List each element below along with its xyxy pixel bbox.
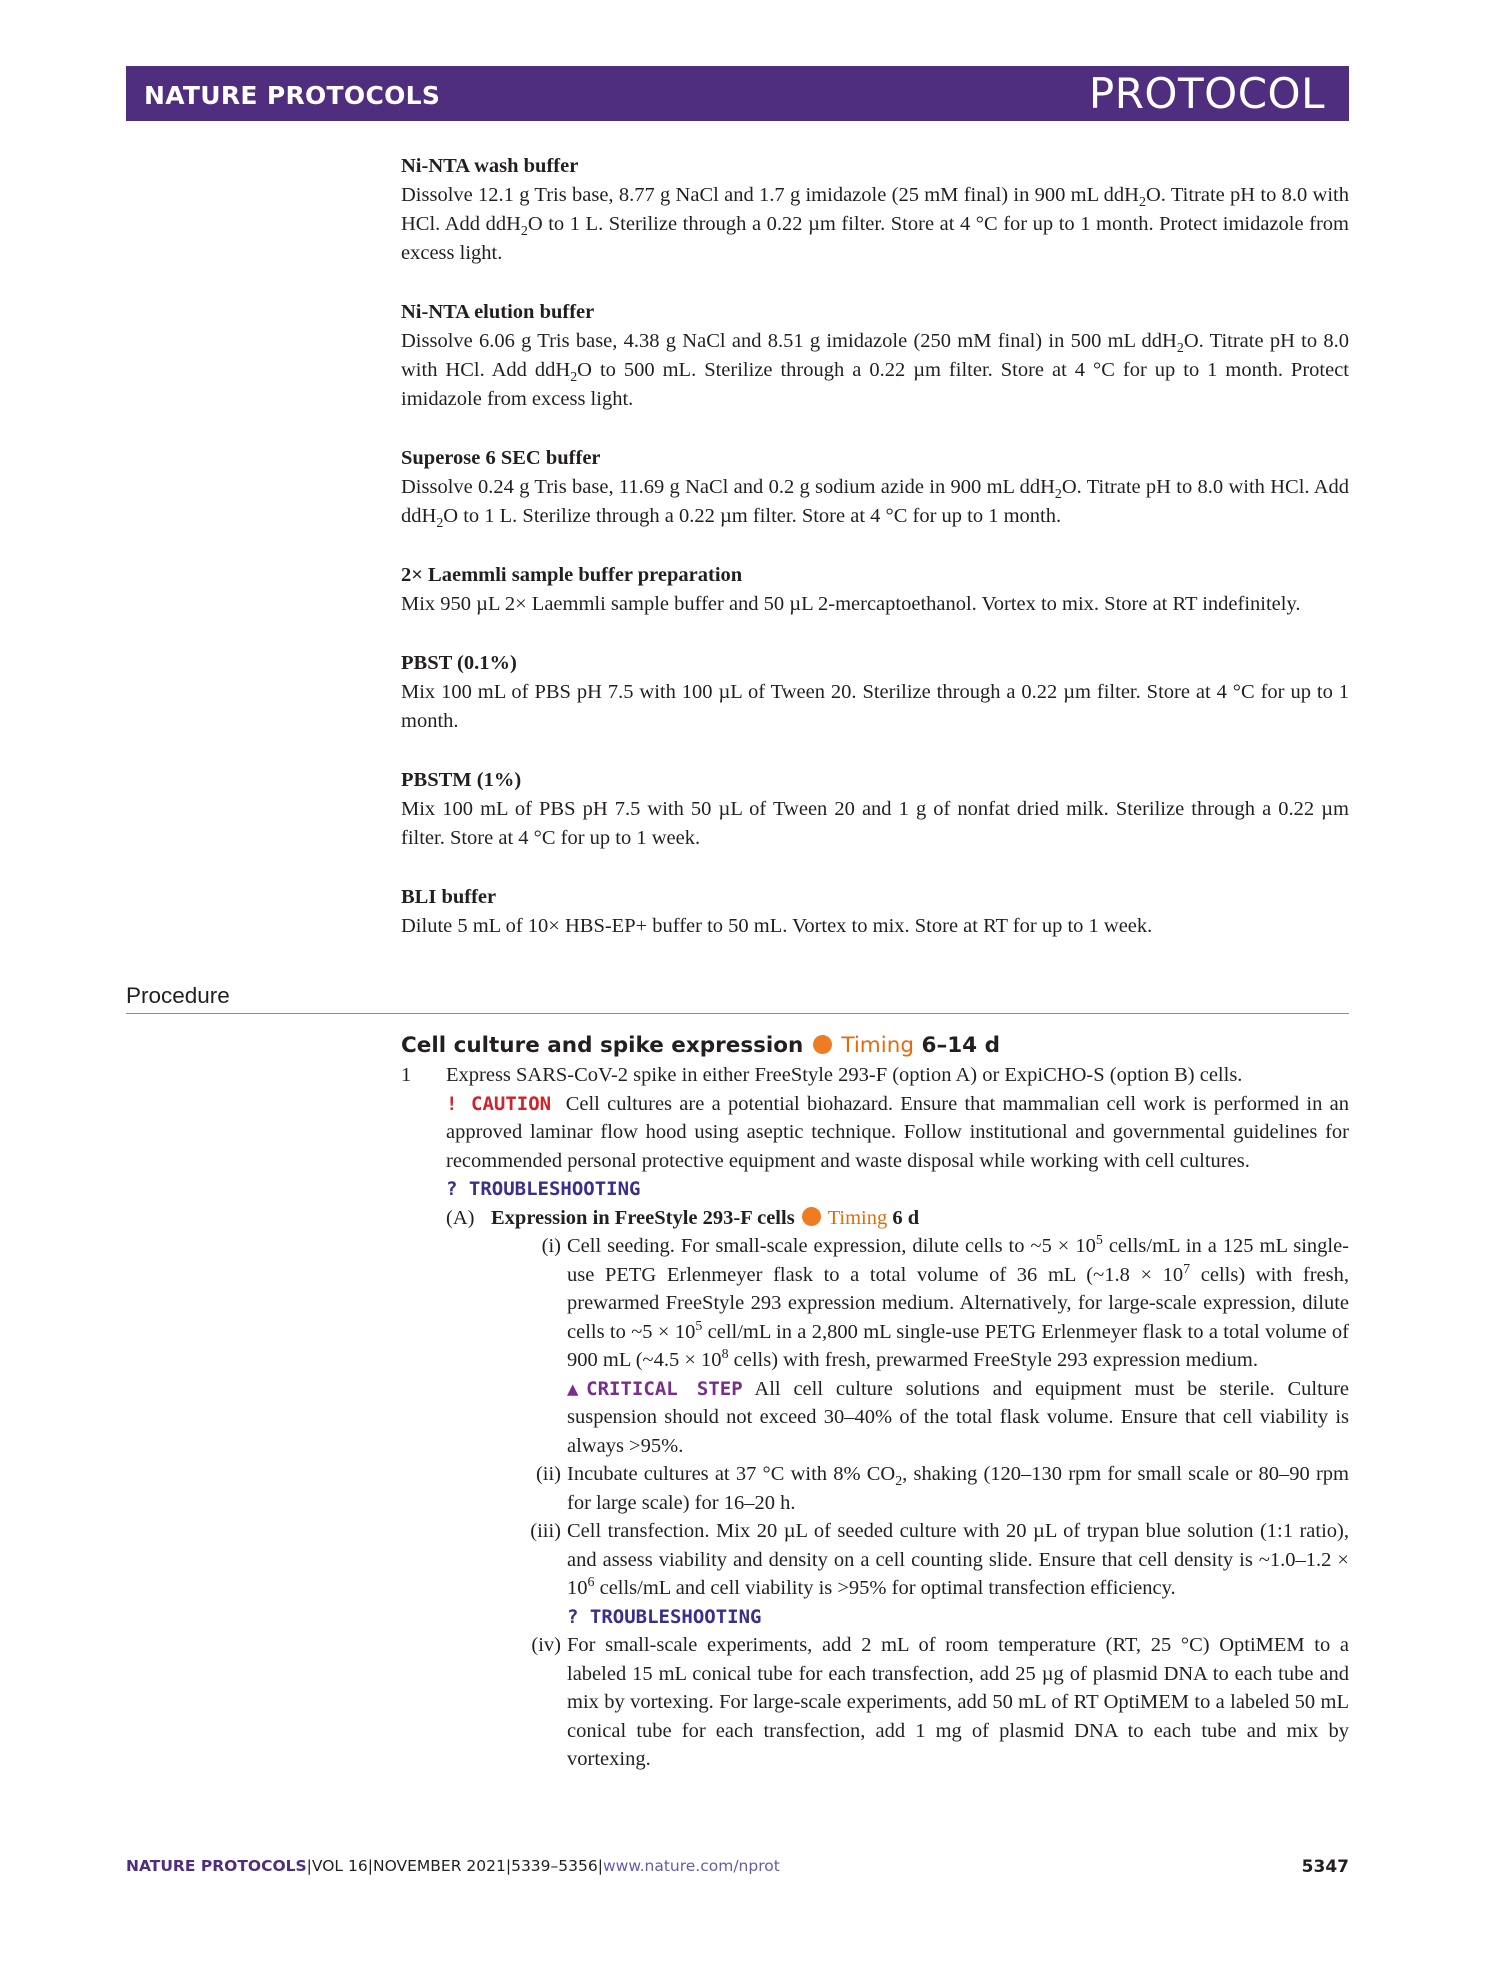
substep (491, 1631, 1349, 1774)
substep-text: Incubate cultures at 37 °C with 8% $CO_2$, shaking (120–130 rpm for small scale or 80–90 rpm for large scale) for 16–20 h. (567, 1463, 1349, 1514)
reagent-title: BLI buffer (401, 886, 497, 908)
reagent-body: Dilute 5 mL of 10× HBS-EP+ buffer to 50 mL. Vortex to mix. Store at RT for up to 1 week. (401, 915, 1153, 937)
reagent-entry (401, 444, 1349, 531)
timing-label: Timing (841, 1033, 914, 1058)
step-text: Express SARS-CoV-2 spike in either FreeStyle 293-F (option A) or ExpiCHO-S (option B) cells. (446, 1064, 1243, 1086)
option-a (446, 1204, 1349, 1774)
footer-separator: | (597, 1857, 603, 1875)
reagent-entry (401, 883, 1349, 941)
substep-number: (iii) (530, 1520, 561, 1542)
footer-separator: | (505, 1857, 512, 1875)
reagent-entry (401, 649, 1349, 736)
substep-number: (i) (541, 1235, 561, 1257)
substep (491, 1460, 1349, 1517)
substep-text: Cell seeding. For small-scale expression, dilute cells to ~5 × $10^5$ cells/mL in a 125 mL single-use PETG Erlenmeyer flask to a total volume of 36 mL (~1.8 × $10^7$ cells) with fresh, prewarmed FreeStyle 293 expression medium. Alternatively, for large-scale expression, dilute cells to ~5 × $10^5$ cell/mL in a 2,800 mL single-use PETG Erlenmeyer flask to a total volume of 900 mL (~4.5 × $10^8$ cells) with fresh, prewarmed FreeStyle 293 expression medium. (567, 1233, 1350, 1371)
reagent-body: Dissolve 0.24 g Tris base, 11.69 g NaCl and 0.2 g sodium azide in 900 mL ddH$_2$O. Titrate pH to 8.0 with HCl. Add ddH$_2$O to 1 L. Sterilize through a 0.22 µm filter. Store at 4 °C for up to 1 month. (401, 476, 1349, 532)
reagent-title: PBST (0.1%) (401, 652, 517, 674)
substep (491, 1232, 1349, 1460)
reagent-title: PBSTM (1%) (401, 769, 522, 791)
page-footer (126, 1857, 1349, 1875)
footer-journal: NATURE PROTOCOLS (126, 1857, 307, 1875)
option-label: (A) (446, 1206, 475, 1229)
critical-step-note (567, 1375, 1349, 1461)
section-divider (126, 1013, 1349, 1014)
footer-separator: | (306, 1857, 312, 1875)
reagent-title: Superose 6 SEC buffer (401, 447, 601, 469)
reagent-body: Mix 100 mL of PBS pH 7.5 with 50 µL of Tween 20 and 1 g of nonfat dried milk. Sterilize through a 0.22 µm filter. Store at 4 °C for up to 1 week. (401, 798, 1349, 849)
footer-pages: 5339–5356 (511, 1857, 598, 1875)
journal-name: NATURE PROTOCOLS (144, 81, 441, 110)
step-number: 1 (401, 1064, 412, 1086)
reagent-setup (401, 152, 1349, 971)
footer-date: NOVEMBER 2021 (372, 1857, 506, 1875)
footer-separator: | (367, 1857, 373, 1875)
section-heading-procedure: Procedure (126, 983, 230, 1008)
footer-volume: VOL 16 (311, 1857, 368, 1875)
caution-note (446, 1090, 1349, 1176)
reagent-entry (401, 152, 1349, 268)
reagent-body: Mix 100 mL of PBS pH 7.5 with 100 µL of Tween 20. Sterilize through a 0.22 µm filter. Store at 4 °C for up to 1 month. (401, 681, 1349, 732)
timing-label: Timing (827, 1206, 888, 1229)
journal-header-bar (126, 66, 1349, 121)
procedure-step (401, 1061, 1349, 1774)
timing-dot-icon (802, 1207, 821, 1226)
reagent-title: Ni-NTA wash buffer (401, 155, 579, 177)
procedure-body (401, 1031, 1349, 1774)
reagent-entry (401, 561, 1349, 619)
footer-url-link[interactable]: www.nature.com/nprot (602, 1857, 780, 1875)
caution-label: ! CAUTION (446, 1092, 552, 1115)
timing-value: 6 d (892, 1206, 920, 1229)
substep-number: (ii) (535, 1463, 561, 1485)
reagent-entry (401, 766, 1349, 853)
reagent-title: 2× Laemmli sample buffer preparation (401, 564, 743, 586)
reagent-body: Dissolve 6.06 g Tris base, 4.38 g NaCl and 8.51 g imidazole (250 mM final) in 500 mL ddH$_2$O. Titrate pH to 8.0 with HCl. Add ddH$_2$O to 500 mL. Sterilize through a 0.22 µm filter. Store at 4 °C for up to 1 month. Protect imidazole from excess light. (401, 330, 1349, 410)
reagent-title: Ni-NTA elution buffer (401, 301, 595, 323)
substep-text: Cell transfection. Mix 20 µL of seeded culture with 20 µL of trypan blue solution (1:1 ratio), and assess viability and density on a cell counting slide. Ensure that cell density is ~1.0–1.2 × $10^6$ cells/mL and cell viability is >95% for optimal transfection efficiency. (567, 1520, 1349, 1599)
page-number: 5347 (1301, 1857, 1349, 1877)
critical-step-label: ▲CRITICAL STEP (567, 1377, 743, 1400)
substep (491, 1517, 1349, 1631)
caution-text: Cell cultures are a potential biohazard. Ensure that mammalian cell work is performed in an approved laminar flow hood using aseptic technique. Follow institutional and governmental guidelines for recommended personal protective equipment and waste disposal while working with cell cultures. (446, 1092, 1350, 1172)
timing-dot-icon (813, 1035, 832, 1054)
subsection-heading (401, 1031, 1349, 1061)
article-type: PROTOCOL (1088, 69, 1325, 118)
critical-step-text: All cell culture solutions and equipment must be sterile. Culture suspension should not exceed 30–40% of the total flask volume. Ensure that cell viability is always >95%. (567, 1377, 1349, 1457)
reagent-body: Dissolve 12.1 g Tris base, 8.77 g NaCl and 1.7 g imidazole (25 mM final) in 900 mL ddH$_2$O. Titrate pH to 8.0 with HCl. Add ddH$_2$O to 1 L. Sterilize through a 0.22 µm filter. Store at 4 °C for up to 1 month. Protect imidazole from excess light. (401, 184, 1349, 264)
option-title: Expression in FreeStyle 293-F cells (491, 1206, 795, 1229)
troubleshooting-flag: ? TROUBLESHOOTING (567, 1605, 762, 1628)
reagent-entry (401, 298, 1349, 414)
timing-value: 6–14 d (921, 1033, 1001, 1058)
substep-number: (iv) (531, 1634, 561, 1656)
subsection-title: Cell culture and spike expression (401, 1033, 804, 1058)
substep-text: For small-scale experiments, add 2 mL of room temperature (RT, 25 °C) OptiMEM to a labeled 15 mL conical tube for each transfection, add 25 µg of plasmid DNA to each tube and mix by vortexing. For large-scale experiments, add 50 mL of RT OptiMEM to a labeled 50 mL conical tube for each transfection, add 1 mg of plasmid DNA to each tube and mix by vortexing. (567, 1634, 1349, 1770)
troubleshooting-flag: ? TROUBLESHOOTING (446, 1178, 641, 1200)
reagent-body: Mix 950 µL 2× Laemmli sample buffer and 50 µL 2-mercaptoethanol. Vortex to mix. Store at RT indefinitely. (401, 593, 1301, 615)
